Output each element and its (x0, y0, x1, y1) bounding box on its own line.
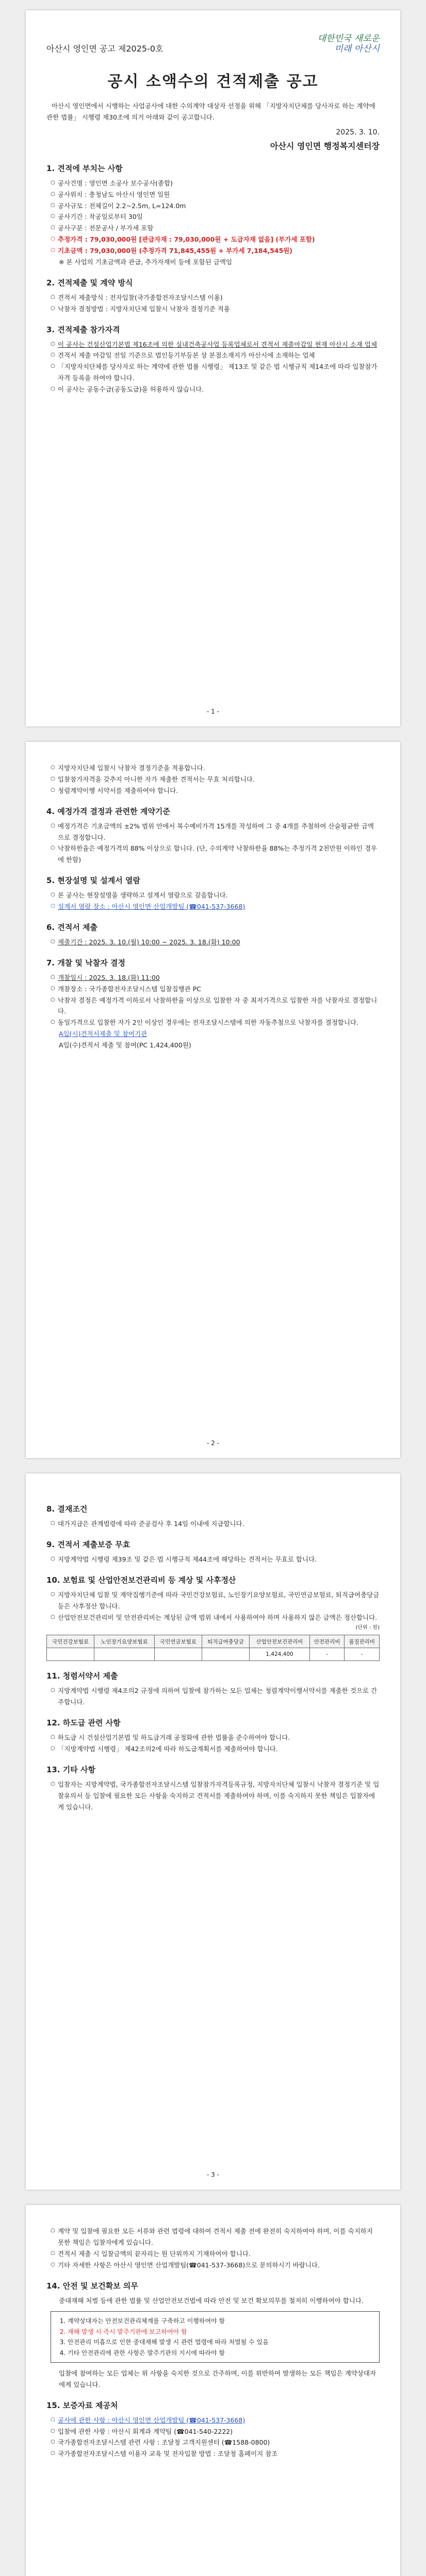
table-cell (202, 1648, 250, 1661)
list-item: ○ 공사에 관한 사항 : 아산시 영인면 산업개발팀 (☎041-537-3668) (51, 2415, 380, 2426)
section-15-title: 15. 보증자료 제공처 (46, 2400, 118, 2410)
list-item: ○ 견적서 제출 시 입찰금액의 끝자리는 원 단위까지 기재하여야 합니다. (51, 2248, 380, 2260)
section-9-list (46, 1554, 380, 1565)
safety-note-box (51, 2311, 380, 2363)
list-item: ○ 낙찰자 결정방법 : 지방자치단체 입찰시 낙찰자 결정기준 적용 (51, 303, 380, 315)
section-11-title: 11. 청렴서약서 제출 (46, 1671, 118, 1681)
list-item: ○ 본 공사는 현장설명을 생략하고 설계서 열람으로 갈음합니다. (51, 890, 380, 901)
section-15-list (46, 2415, 380, 2460)
list-item: ○ 입찰에 관한 사항 : 아산시 회계과 계약팀 (☎041-540-2222) (51, 2426, 380, 2437)
section-12-title: 12. 하도급 관련 사항 (46, 1718, 121, 1728)
section-9-title: 9. 견적서 제출보증 무효 (46, 1539, 130, 1549)
list-item: ○ 하도급 시 건설산업기본법 및 하도급거래 공정화에 관한 법률을 준수하여야 합니다. (51, 1732, 380, 1743)
section-1-title: 1. 견적에 부치는 사항 (46, 163, 123, 173)
page-4-top-list (46, 2226, 380, 2271)
document-page-3 (26, 1473, 400, 2190)
list-item: ○ 견적서 제출 마감일 전일 기준으로 법인등기부등본 상 본점소재지가 아산시에 소재하는 업체 (51, 350, 380, 361)
list-item: ○ 입찰자는 지방계약법, 국가종합전자조달시스템 입찰참가자격등록규정, 지방자치단체 입찰시 낙찰자 결정기준 및 입찰유의서 등 입찰에 필요한 모든 사항을 숙지하고 견적서를 제출하여야 하며, 이를 숙지하지 못한 책임은 입찰자에게 있습니다. (51, 1779, 380, 1813)
page-number: - 2 - (207, 1439, 219, 1447)
table-header-cell: 국민연금보험료 (154, 1635, 202, 1648)
section-7-tail: A입(수)견적서 제출 및 참여(PC 1,424,400원) (59, 1041, 191, 1049)
page-2-top-list (46, 762, 380, 796)
slogan-line-2: 미래 아산시 (334, 43, 380, 54)
section-4-title: 4. 예정가격 결정과 관련한 계약기준 (46, 806, 170, 816)
cost-table (46, 1635, 380, 1661)
notice-date: 2025. 3. 10. (336, 128, 380, 137)
list-item: ○ 지방자치단체 입찰 및 계약집행기준에 따라 국민건강보험료, 노인장기요양보험료, 국민연금보험료, 퇴직급여충당금 등은 사후정산 합니다. (51, 1589, 380, 1612)
list-item: ○ 국가종합전자조달시스템 관련 사항 : 조달청 고객지원센터 (☎1588-0800) (51, 2437, 380, 2448)
list-item: ○ 공사위치 : 충청남도 아산시 영인면 일원 (51, 189, 380, 200)
list-item: ○ 낙찰하한율은 예정가격의 88% 이상으로 합니다. (단, 수의계약 낙찰하한율 88%는 추정가격 2천만원 이하인 경우에 한함) (51, 843, 380, 866)
highlighted-base-amount: ○ 기초금액 : 79,030,000원 (추정가격 71,845,455원 + 부가세 7,184,545원) (51, 245, 380, 257)
table-header-cell: 노인장기요양보험료 (94, 1635, 155, 1648)
list-item: ○ 동일가격으로 입찰한 자가 2인 이상인 경우에는 전자조달시스템에 의한 자동추첨으로 낙찰자를 결정합니다. (51, 1017, 380, 1028)
section-14-text: 중대재해 처벌 등에 관한 법률 및 산업안전보건법에 따라 안전 및 보건 확보의무를 철저히 이행하여야 합니다. (59, 2296, 364, 2304)
notice-number: 아산시 영인면 공고 제2025-0호 (46, 44, 163, 54)
list-item: ○ 공사건명 : 영인면 소공사 보수공사(종합) (51, 178, 380, 189)
list-item: 2. 재해 발생 시 즉시 발주기관에 보고하여야 함 (68, 2327, 373, 2337)
table-cell: 1,424,400 (250, 1648, 310, 1661)
section-3-title: 3. 견적제출 참가자격 (46, 325, 120, 334)
list-item: 3. 안전관리 미흡으로 인한 중대재해 발생 시 관련 법령에 따라 처벌될 수 있음 (68, 2337, 373, 2347)
highlighted-estimate: ○ 추정가격 : 79,030,000원 [관급자재 : 79,030,000원 + 도급자재 없음] (부가세 포함) (51, 234, 380, 245)
page-header (46, 10, 380, 54)
list-item: 1. 계약상대자는 안전보건관리체계를 구축하고 이행하여야 함 (68, 2316, 373, 2326)
list-item: ○ 지방계약법 시행령 제4조의2 규정에 의하여 입찰에 참가하는 모든 업체는 청렴계약이행서약서를 제출한 것으로 간주합니다. (51, 1685, 380, 1708)
cost-table-unit: (단위 : 원) (355, 1625, 380, 1631)
page-number: - 1 - (207, 708, 219, 715)
slogan-line-1: 대한민국 새로운 (317, 33, 380, 44)
list-item: ○ 대가지급은 관계법령에 따라 준공검사 후 14일 이내에 지급합니다. (51, 1518, 380, 1530)
list-item: ○ 개찰일시 : 2025. 3. 18.(화) 11:00 (51, 972, 380, 984)
list-item: ○ 지방계약법 시행령 제39조 및 같은 법 시행규칙 제44조에 해당하는 견적서는 무효로 합니다. (51, 1554, 380, 1565)
table-header-cell: 국민건강보험료 (47, 1635, 94, 1648)
section-11-list (46, 1685, 380, 1708)
list-item: ○ 기타 자세한 사항은 아산시 영인면 산업개발팀(☎041-537-3668)으로 문의하시기 바랍니다. (51, 2260, 380, 2271)
section-2-list (46, 292, 380, 315)
section-12-list (46, 1732, 380, 1755)
issuing-org: 아산시 영인면 행정복지센터장 (270, 141, 380, 151)
document-page-1 (26, 10, 400, 726)
list-item: ○ 공사규모 : 전체길이 2.2~2.5m, L=124.0m (51, 200, 380, 212)
list-item: 4. 기타 안전관리에 관한 사항은 발주기관의 지시에 따라야 함 (68, 2348, 373, 2358)
table-header-cell: 퇴직급여충당금 (202, 1635, 250, 1648)
list-item: ○ 이 공사는 공동수급(공동도급)을 허용하지 않습니다. (51, 384, 380, 395)
section-13-list (46, 1779, 380, 1813)
list-item: ○ 「지방계약법 시행령」 제42조의2에 따라 하도급계획서를 제출하여야 합니다. (51, 1743, 380, 1755)
list-item: ○ 계약 및 입찰에 필요한 모든 서류와 관련 법령에 대하여 견적서 제출 전에 완전히 숙지하여야 하며, 이를 숙지하지 못한 책임은 입찰자에게 있습니다. (51, 2226, 380, 2248)
page-number: - 3 - (207, 2171, 219, 2178)
document-page-4 (26, 2205, 400, 2576)
list-item: ○ 견적서 제출방식 : 전자입찰(국가종합전자조달시스템 이용) (51, 292, 380, 303)
section-10-list (46, 1589, 380, 1623)
document-page-2 (26, 742, 400, 1458)
section-3-list (46, 339, 380, 395)
list-item: ○ 제출기간 : 2025. 3. 10.(월) 10:00 ~ 2025. 3. 18.(화) 10:00 (51, 937, 380, 948)
section-6-list (46, 937, 380, 948)
section-14-tail: 입찰에 참여하는 모든 업체는 위 사항을 숙지한 것으로 간주하며, 이를 위반하여 발생하는 모든 책임은 계약상대자에게 있습니다. (59, 2369, 376, 2388)
list-item: ○ 청렴계약이행 서약서를 제출하여야 합니다. (51, 785, 380, 796)
city-slogan-logo (318, 34, 380, 54)
section-1-list (46, 178, 380, 257)
table-header-cell: 산업안전보건관리비 (250, 1635, 310, 1648)
document-title: 공시 소액수의 견적제출 공고 (107, 73, 319, 91)
section-1-note: ※ 본 사업의 기초금액과 관급, 추가자재비 등에 포함된 금액임 (59, 258, 233, 266)
list-item: ○ 「지방자치단체를 당사자로 하는 계약에 관한 법률 시행령」 제13조 및 같은 법 시행규칙 제14조에 따라 입찰참가자격 등록을 하여야 합니다. (51, 361, 380, 384)
section-8-list (46, 1518, 380, 1530)
table-cell: - (309, 1648, 345, 1661)
list-item: ○ 입찰참가자격을 갖추지 아니한 자가 제출한 견적서는 무효 처리합니다. (51, 774, 380, 785)
table-header-row (47, 1635, 380, 1648)
section-14-title: 14. 안전 및 보건확보 의무 (46, 2281, 138, 2291)
section-5-list (46, 890, 380, 912)
section-5-title: 5. 현장설명 및 설계서 열람 (46, 876, 140, 886)
list-item: ○ 산업안전보건관리비 및 안전관리비는 계상된 금액 범위 내에서 사용하여야 하며 사용하지 않은 금액은 정산합니다. (51, 1612, 380, 1623)
list-item: ○ 이 공사는 건설산업기본법 제16조에 의한 실내건축공사업 등록업체로서 견적서 제출마감일 현재 아산시 소재 업체 (51, 339, 380, 350)
list-item: ○ 예정가격은 기초금액의 ±2% 범위 안에서 복수예비가격 15개를 작성하여 그 중 4개를 추첨하여 산술평균한 금액으로 결정합니다. (51, 821, 380, 843)
section-7-list (46, 972, 380, 1028)
table-cell: - (345, 1648, 380, 1661)
section-4-list (46, 821, 380, 866)
section-13-title: 13. 기타 사항 (46, 1765, 95, 1774)
list-item: ○ 국가종합전자조달시스템 이용자 교육 및 전자입찰 방법 : 조달청 홈페이지 참조 (51, 2448, 380, 2460)
section-2-title: 2. 견적제출 및 계약 방식 (46, 278, 133, 287)
list-item: ○ 지방자치단체 입찰시 낙찰자 결정기준을 적용합니다. (51, 762, 380, 774)
section-10-title: 10. 보험료 및 산업안전보건관리비 등 계상 및 사후정산 (46, 1575, 236, 1585)
list-item: ○ 공사기간 : 착공일로부터 30일 (51, 211, 380, 223)
list-item: ○ 공사구분 : 전문공사 / 부가세 포함 (51, 223, 380, 234)
date-block (46, 128, 380, 151)
table-cell (154, 1648, 202, 1661)
section-7-title: 7. 개찰 및 낙찰자 결정 (46, 958, 125, 968)
section-6-title: 6. 견적서 제출 (46, 922, 98, 932)
table-header-cell: 안전관리비 (309, 1635, 345, 1648)
table-cell (94, 1648, 155, 1661)
lead-paragraph: 아산시 영인면에서 시행하는 사업공사에 대한 수의계약 대상자 선정을 위해 「지방자치단체를 당사자로 하는 계약에 관한 법률」 시행령 제30조에 의거 아래와 같이 공고합니다. (46, 102, 375, 121)
table-cell (47, 1648, 94, 1661)
section-8-title: 8. 결재조건 (46, 1504, 88, 1514)
section-7-link[interactable]: A입(시)견적서제출 및 참여기관 (59, 1030, 148, 1038)
table-header-cell: 품질관리비 (345, 1635, 380, 1648)
list-item: ○ 낙찰자 결정은 예정가격 이하로서 낙찰하한율 이상으로 입찰한 자 중 최저가격으로 입찰한 자를 낙찰자로 결정합니다. (51, 995, 380, 1018)
table-row (47, 1648, 380, 1661)
list-item: ○ 개찰장소 : 국가종합전자조달시스템 입찰집행관 PC (51, 984, 380, 995)
list-item: ○ 설계서 열람 장소 : 아산시 영인면 산업개발팀 (☎041-537-3668) (51, 901, 380, 912)
